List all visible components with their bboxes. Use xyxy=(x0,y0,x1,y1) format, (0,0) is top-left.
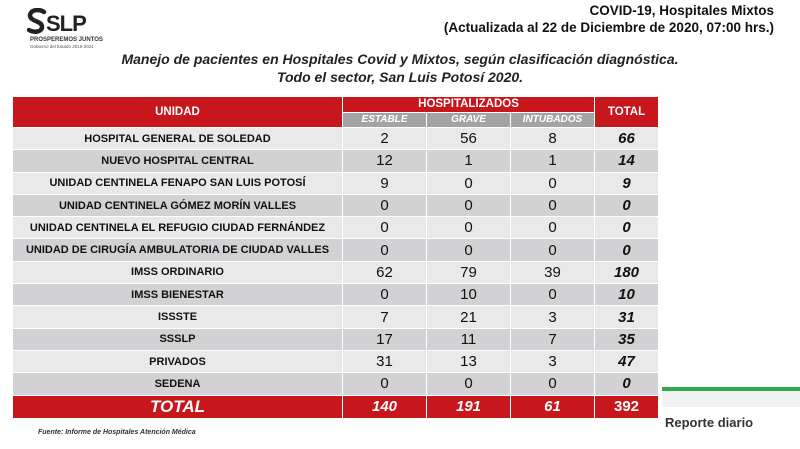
cell-estable: 2 xyxy=(343,128,427,150)
cell-grave: 0 xyxy=(427,194,511,216)
cell-estable: 7 xyxy=(343,306,427,328)
table-row xyxy=(13,150,659,172)
cell-estable: 0 xyxy=(343,239,427,261)
cell-estable: 0 xyxy=(343,373,427,395)
cell-intubados: 0 xyxy=(511,194,595,216)
cell-grave: 79 xyxy=(427,261,511,283)
table-row xyxy=(13,217,659,239)
cell-intubados: 0 xyxy=(511,373,595,395)
cell-estable: 17 xyxy=(343,328,427,350)
cell-grave: 10 xyxy=(427,284,511,306)
cell-total: 0 xyxy=(595,239,659,261)
totals-row xyxy=(13,395,659,418)
cell-intubados: 1 xyxy=(511,150,595,172)
cell-unidad: IMSS ORDINARIO xyxy=(13,261,343,283)
header-grave: GRAVE xyxy=(427,113,511,128)
page-header xyxy=(444,2,774,36)
table-row xyxy=(13,306,659,328)
cell-estable: 0 xyxy=(343,194,427,216)
accent-bar xyxy=(662,391,800,407)
slp-logo xyxy=(24,8,104,52)
cell-intubados: 0 xyxy=(511,284,595,306)
source-note: Fuente: Informe de Hospitales Atención Médica xyxy=(38,429,196,436)
subtitle-line-1: Manejo de pacientes en Hospitales Covid y Mixtos, según clasificación diagnóstica. xyxy=(121,51,679,67)
cell-unidad: HOSPITAL GENERAL DE SOLEDAD xyxy=(13,128,343,150)
table-row xyxy=(13,194,659,216)
cell-unidad: PRIVADOS xyxy=(13,350,343,372)
cell-unidad: UNIDAD CENTINELA EL REFUGIO CIUDAD FERNÁNDEZ xyxy=(13,217,343,239)
cell-intubados: 0 xyxy=(511,217,595,239)
table-row xyxy=(13,373,659,395)
cell-grave: 0 xyxy=(427,172,511,194)
hospital-table xyxy=(12,96,659,419)
table-row xyxy=(13,239,659,261)
header-unidad: UNIDAD xyxy=(13,97,343,128)
table-row xyxy=(13,350,659,372)
cell-total: 0 xyxy=(595,373,659,395)
cell-grave: 1 xyxy=(427,150,511,172)
cell-grave: 0 xyxy=(427,373,511,395)
cell-total: 9 xyxy=(595,172,659,194)
logo-subtext: Gobierno del Estado 2015-2021 xyxy=(30,44,94,49)
totals-estable: 140 xyxy=(343,395,427,418)
page-title: COVID-19, Hospitales Mixtos xyxy=(589,3,774,18)
cell-grave: 56 xyxy=(427,128,511,150)
cell-intubados: 3 xyxy=(511,306,595,328)
cell-estable: 0 xyxy=(343,284,427,306)
cell-unidad: SSSLP xyxy=(13,328,343,350)
cell-total: 14 xyxy=(595,150,659,172)
totals-grave: 191 xyxy=(427,395,511,418)
cell-unidad: ISSSTE xyxy=(13,306,343,328)
cell-estable: 0 xyxy=(343,217,427,239)
subtitle-line-2: Todo el sector, San Luis Potosí 2020. xyxy=(276,69,524,85)
cell-intubados: 0 xyxy=(511,239,595,261)
logo-slogan: PROSPEREMOS JUNTOS xyxy=(30,37,103,43)
cell-total: 180 xyxy=(595,261,659,283)
table-row xyxy=(13,128,659,150)
cell-intubados: 7 xyxy=(511,328,595,350)
cell-unidad: UNIDAD DE CIRUGÍA AMBULATORIA DE CIUDAD VALLES xyxy=(13,239,343,261)
cell-unidad: UNIDAD CENTINELA GÓMEZ MORÍN VALLES xyxy=(13,194,343,216)
header-estable: ESTABLE xyxy=(343,113,427,128)
cell-unidad: IMSS BIENESTAR xyxy=(13,284,343,306)
cell-unidad: SEDENA xyxy=(13,373,343,395)
cell-total: 47 xyxy=(595,350,659,372)
page-subtitle xyxy=(0,50,800,86)
cell-total: 31 xyxy=(595,306,659,328)
cell-grave: 13 xyxy=(427,350,511,372)
cell-estable: 62 xyxy=(343,261,427,283)
header-hospitalizados: HOSPITALIZADOS xyxy=(343,97,595,113)
table-row xyxy=(13,261,659,283)
totals-intubados: 61 xyxy=(511,395,595,418)
cell-grave: 0 xyxy=(427,239,511,261)
report-label: Reporte diario xyxy=(665,415,754,430)
table-row xyxy=(13,328,659,350)
totals-total: 392 xyxy=(595,395,659,418)
cell-intubados: 8 xyxy=(511,128,595,150)
logo-text: SLP xyxy=(46,11,86,36)
cell-unidad: UNIDAD CENTINELA FENAPO SAN LUIS POTOSÍ xyxy=(13,172,343,194)
cell-estable: 12 xyxy=(343,150,427,172)
cell-estable: 9 xyxy=(343,172,427,194)
header-total: TOTAL xyxy=(595,97,659,128)
cell-intubados: 39 xyxy=(511,261,595,283)
totals-label: TOTAL xyxy=(13,395,343,418)
cell-intubados: 3 xyxy=(511,350,595,372)
table-row xyxy=(13,172,659,194)
cell-grave: 0 xyxy=(427,217,511,239)
cell-total: 0 xyxy=(595,194,659,216)
cell-estable: 31 xyxy=(343,350,427,372)
cell-unidad: NUEVO HOSPITAL CENTRAL xyxy=(13,150,343,172)
cell-total: 10 xyxy=(595,284,659,306)
cell-intubados: 0 xyxy=(511,172,595,194)
update-date: (Actualizada al 22 de Diciembre de 2020, 07:00 hrs.) xyxy=(443,20,774,35)
header-intubados: INTUBADOS xyxy=(511,113,595,128)
table-row xyxy=(13,284,659,306)
cell-grave: 11 xyxy=(427,328,511,350)
cell-total: 35 xyxy=(595,328,659,350)
cell-grave: 21 xyxy=(427,306,511,328)
cell-total: 0 xyxy=(595,217,659,239)
cell-total: 66 xyxy=(595,128,659,150)
